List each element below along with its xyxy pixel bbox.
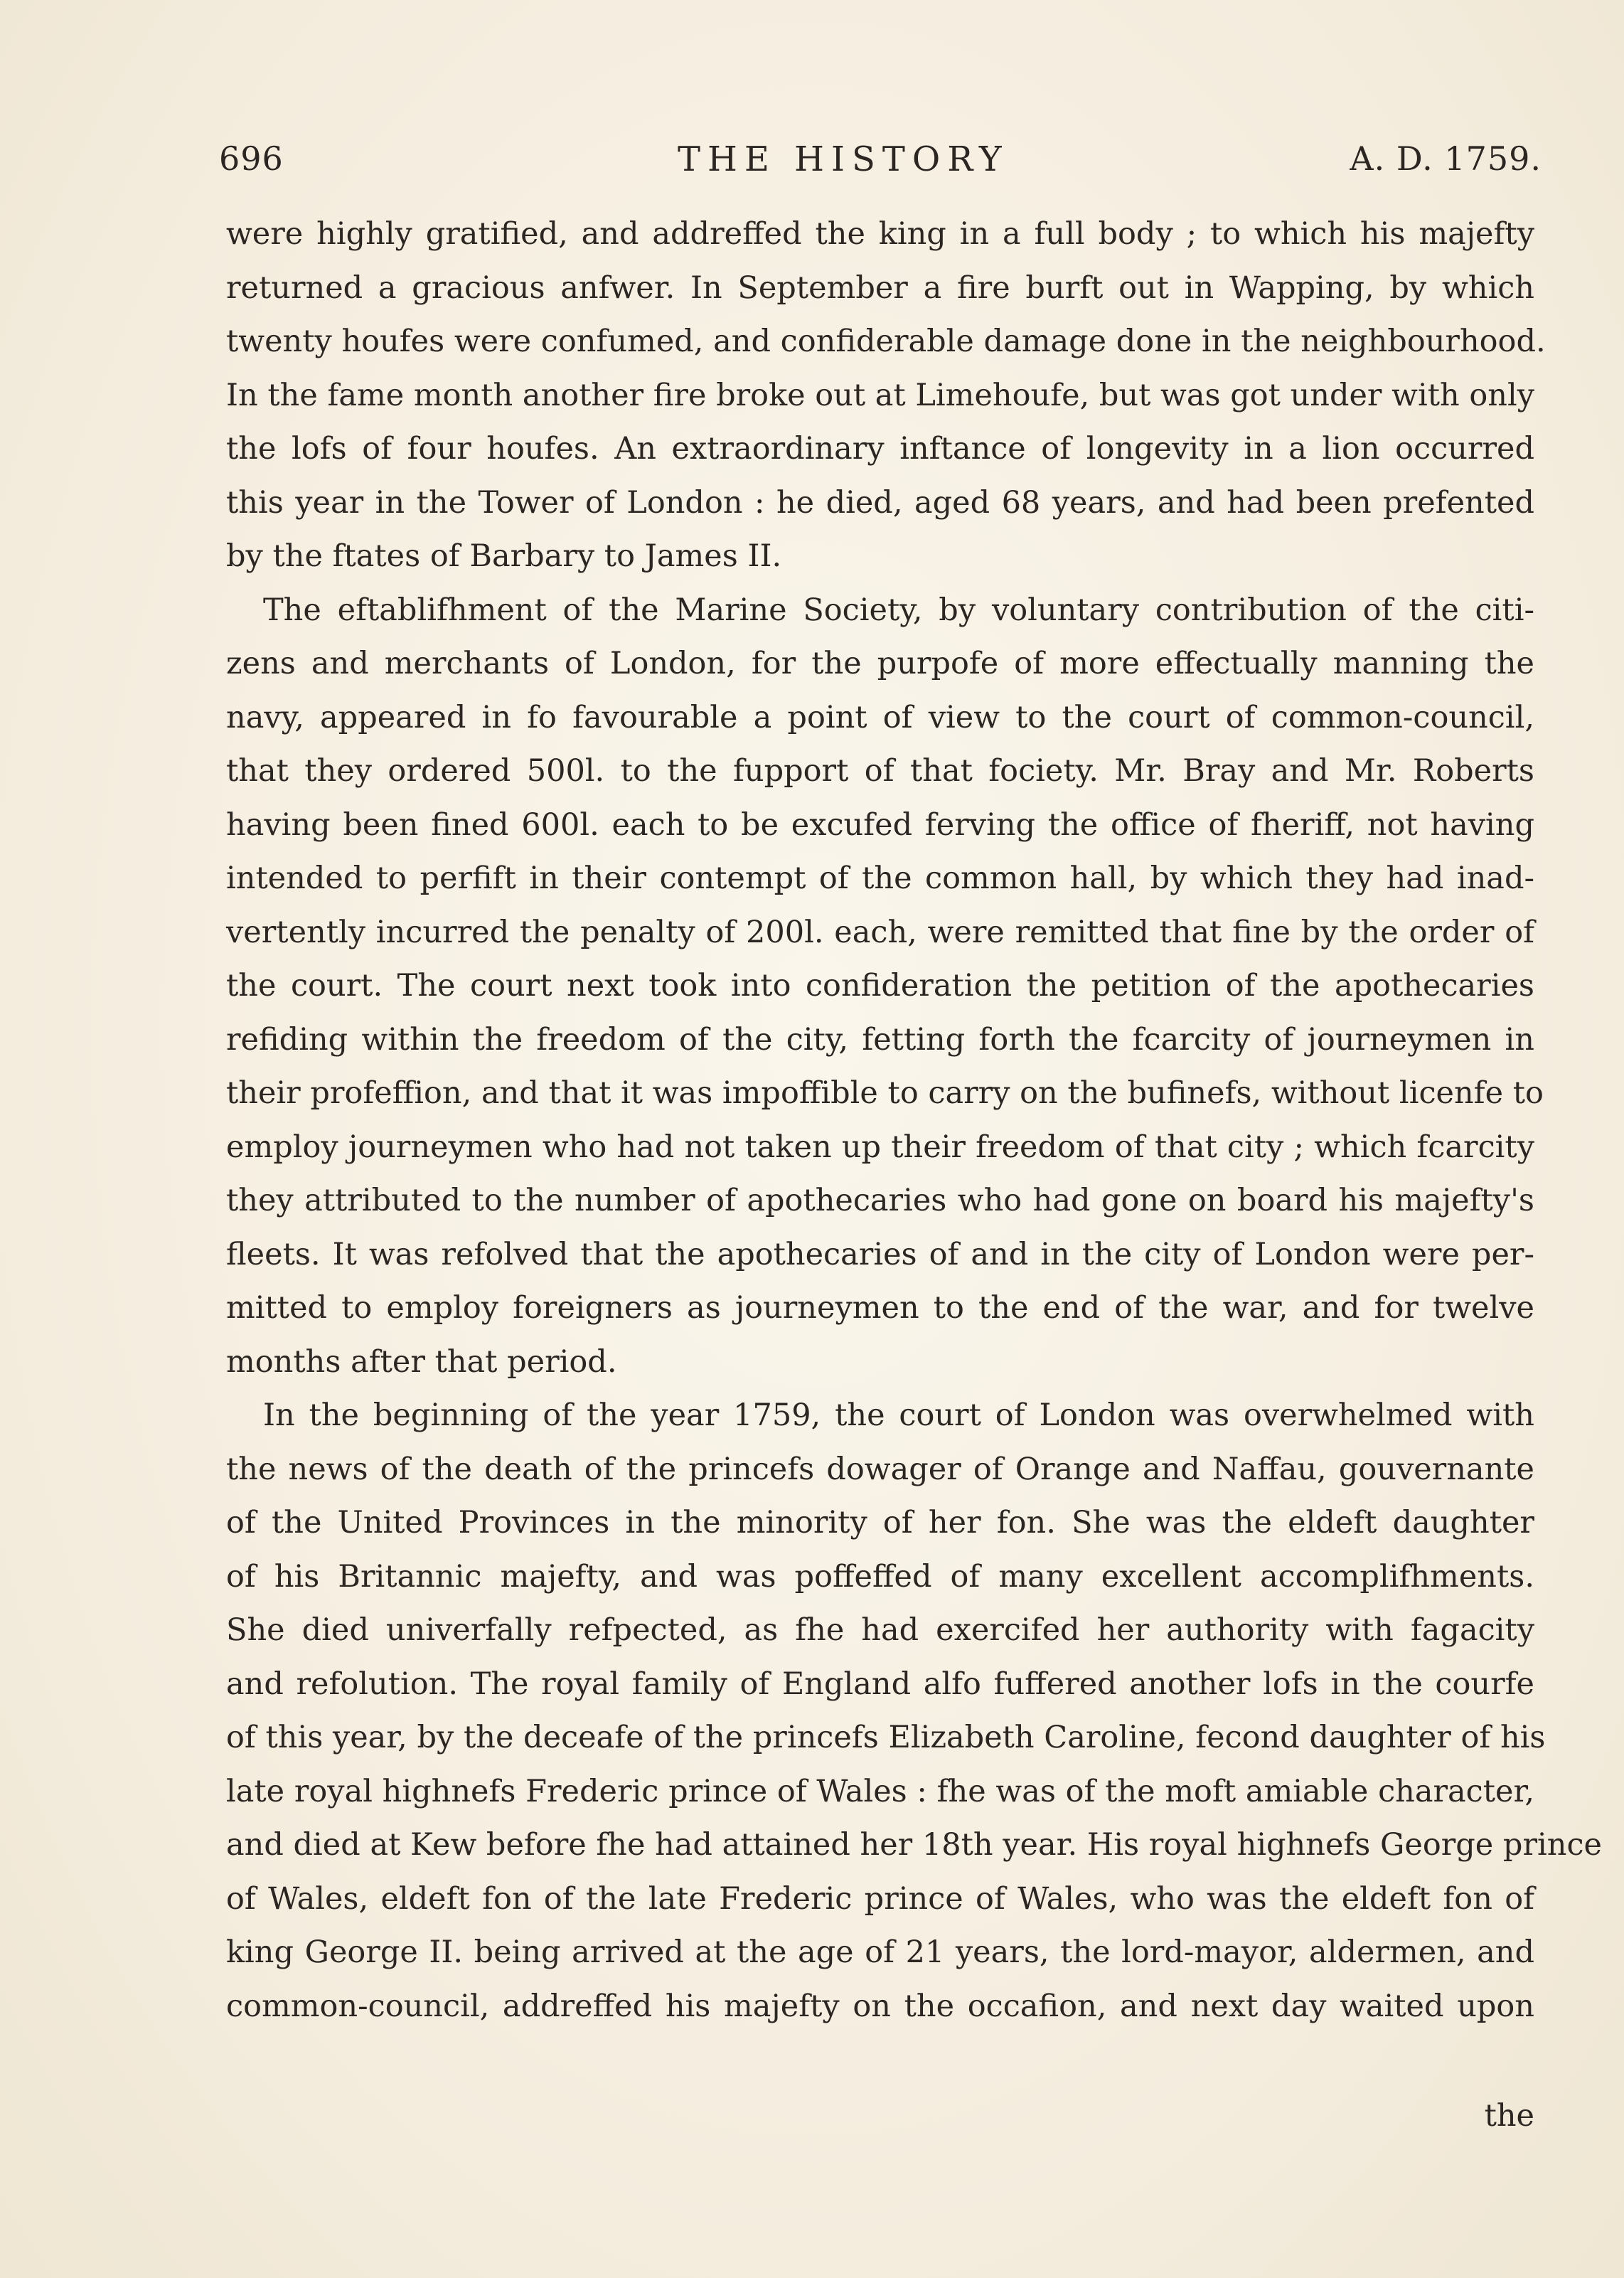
text-line: The eftablifhment of the Marine Society, by voluntary contribution of the citi-: [263, 592, 1534, 628]
text-line: their profeffion, and that it was impoffible to carry on the bufinefs, without licenfe to: [226, 1075, 1544, 1111]
text-line: months after that period.: [226, 1343, 617, 1380]
text-line: the lofs of four houfes. An extraordinary inftance of longevity in a lion occurred: [226, 431, 1534, 467]
text-line: king George II. being arrived at the age of 21 years, the lord-mayor, aldermen, and: [226, 1934, 1534, 1970]
text-line: fleets. It was refolved that the apothecaries of and in the city of London were per-: [226, 1236, 1534, 1272]
running-date: A. D. 1759.: [1350, 139, 1542, 178]
text-line: zens and merchants of London, for the purpofe of more effectually manning the: [226, 646, 1534, 681]
text-line: refiding within the freedom of the city, fetting forth the fcarcity of journeymen in: [226, 1021, 1534, 1058]
body-text: [226, 208, 1602, 2033]
text-line: common-council, addreffed his majefty on the occafion, and next day waited upon: [226, 1988, 1534, 2024]
text-line: having been fined 600l. each to be excufed ferving the office of fheriff, not having: [226, 807, 1534, 843]
running-title: THE HISTORY: [678, 139, 1009, 179]
text-line: were highly gratified, and addreffed the king in a full body ; to which his majefty: [226, 216, 1534, 252]
text-line: of Wales, eldeft fon of the late Frederic prince of Wales, who was the eldeft fon of: [226, 1880, 1534, 1917]
text-line: twenty houfes were confumed, and confiderable damage done in the neighbourhood.: [226, 324, 1546, 359]
text-line: intended to perfift in their contempt of the common hall, by which they had inad-: [226, 861, 1534, 896]
text-line: and died at Kew before fhe had attained her 18th year. His royal highnefs George prince: [226, 1827, 1602, 1863]
text-line: the news of the death of the princefs dowager of Orange and Naffau, gouvernante: [226, 1451, 1534, 1487]
text-line: She died univerfally refpected, as fhe had exercifed her authority with fagacity: [226, 1612, 1534, 1648]
text-line: and refolution. The royal family of England alfo fuffered another lofs in the courfe: [226, 1666, 1534, 1702]
text-line: the court. The court next took into confideration the petition of the apothecaries: [226, 968, 1534, 1004]
text-line: mitted to employ foreigners as journeymen to the end of the war, and for twelve: [226, 1290, 1534, 1326]
text-line: they attributed to the number of apothecaries who had gone on board his majefty's: [226, 1183, 1534, 1218]
catchword: the: [1484, 2098, 1534, 2134]
text-line: by the ftates of Barbary to James II.: [226, 538, 782, 574]
text-line: that they ordered 500l. to the fupport of that fociety. Mr. Bray and Mr. Roberts: [226, 753, 1534, 789]
text-line: navy, appeared in fo favourable a point of view to the court of common-council,: [226, 699, 1534, 735]
text-line: employ journeymen who had not taken up their freedom of that city ; which fcarcity: [226, 1129, 1534, 1165]
text-line: vertently incurred the penalty of 200l. each, were remitted that fine by the order of: [226, 914, 1534, 950]
text-line: returned a gracious anfwer. In September a fire burft out in Wapping, by which: [226, 270, 1534, 306]
running-header: [219, 139, 1542, 189]
text-line: late royal highnefs Frederic prince of Wales : fhe was of the moft amiable character,: [226, 1773, 1534, 1809]
text-line: of the United Provinces in the minority of her fon. She was the eldeft daughter: [226, 1505, 1534, 1540]
text-line: this year in the Tower of London : he died, aged 68 years, and had been prefented: [226, 484, 1534, 521]
text-line: In the fame month another fire broke out at Limehoufe, but was got under with only: [226, 377, 1534, 413]
text-line: of his Britannic majefty, and was poffeffed of many excellent accomplifhments.: [226, 1558, 1534, 1595]
text-line: of this year, by the deceafe of the princefs Elizabeth Caroline, fecond daughter of his: [226, 1720, 1546, 1755]
text-line: In the beginning of the year 1759, the court of London was overwhelmed with: [263, 1398, 1534, 1433]
page-number: 696: [219, 139, 284, 178]
